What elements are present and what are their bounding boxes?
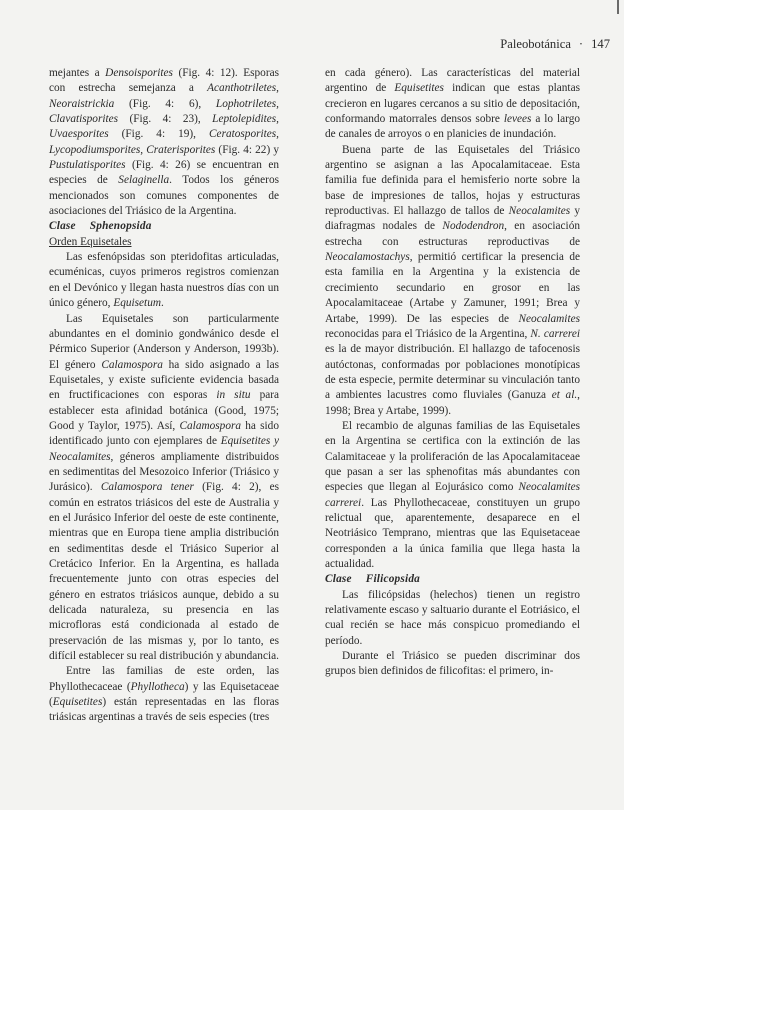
italic-taxon: Lophotriletes, Clavatisporites bbox=[49, 97, 279, 126]
italic-taxon: Neocalamostachys bbox=[325, 251, 410, 264]
text-run: en cada género). Las características del material argentino de bbox=[325, 67, 580, 95]
text-run: , 1998; Brea y Artabe, 1999). bbox=[325, 389, 580, 417]
text-run: a lo largo de canales de arroyos o en planicies de inundación. bbox=[325, 113, 580, 141]
italic-taxon: Calamospora tener bbox=[100, 481, 194, 494]
text-run: (Fig. 4: 6), bbox=[114, 97, 216, 110]
paragraph bbox=[325, 143, 580, 419]
italic-taxon: Equisetites y Neocalamites bbox=[49, 435, 279, 463]
italic-taxon: Leptolepidites, Uvaesporites bbox=[49, 113, 279, 141]
text-run: es la de mayor distribución. El hallazgo de tafocenosis autóctonas, conformadas por poblaciones monotípicas de esta especie, permite determinar su vinculación tanto a ambientes lacustres como fluviales (Ganuza bbox=[325, 343, 580, 402]
italic-taxon: Acanthotriletes, Neoraistrickia bbox=[49, 82, 279, 110]
text-run: Entre las familias de este orden, las Phyllothecaceae ( bbox=[49, 665, 279, 693]
text-run: para establecer esta afinidad botánica (Good, 1975; Good y Taylor, 1975). Así, bbox=[49, 389, 280, 432]
subheading-label: Orden bbox=[49, 235, 78, 248]
text-run: Las filicópsidas (helechos) tienen un registro relativamente escaso y saltuario durante el Eotriásico, el cual recién se hace más conspicuo promediando el período. bbox=[325, 588, 580, 647]
paragraph bbox=[49, 250, 279, 311]
section-heading-sphenopsida bbox=[49, 219, 279, 234]
header-separator: · bbox=[578, 37, 584, 51]
text-run: (Fig. 4: 26) se encuentran en especies de bbox=[49, 159, 279, 187]
italic-taxon: Neocalamites carrerei bbox=[325, 481, 580, 509]
italic-term: levees bbox=[503, 113, 532, 126]
italic-taxon: Densoisporites bbox=[105, 67, 173, 79]
italic-taxon: Equisetum bbox=[113, 297, 162, 310]
paragraph bbox=[49, 664, 279, 725]
heading-name: Filicopsida bbox=[365, 573, 421, 586]
text-run: . bbox=[161, 297, 164, 310]
text-run: ha sido identificado junto con ejemplares de bbox=[49, 419, 279, 448]
text-run: ha sido asignado a las Equisetales, y existe suficiente evidencia basada en fructificaciones con esporas bbox=[49, 358, 279, 402]
scan-edge-mark bbox=[617, 0, 619, 14]
italic-taxon: Equisetites bbox=[394, 82, 444, 95]
italic-taxon: Equisetites bbox=[52, 696, 103, 709]
italic-taxon: Calamospora bbox=[179, 419, 242, 432]
italic-taxon: N. carrerei bbox=[530, 327, 580, 340]
text-run: mejantes a bbox=[49, 67, 106, 79]
italic-taxon: Neocalamites bbox=[508, 205, 571, 218]
italic-term: et al. bbox=[551, 389, 578, 402]
italic-taxon: Phyllotheca bbox=[130, 680, 185, 693]
heading-label: Clase bbox=[325, 573, 352, 586]
italic-term: in situ bbox=[216, 389, 251, 402]
right-column bbox=[325, 66, 580, 680]
text-run: (Fig. 4: 22) y bbox=[215, 143, 279, 156]
text-run: Buena parte de las Equisetales del Triásico argentino se asignan a las Apocalamitaceae. Esta familia fue definida para el hemisferio norte sobre la base de impresiones de tallos, hojas y estructuras reproductivas. El hallazgo de tallos de bbox=[325, 143, 580, 218]
italic-taxon: Pustulatisporites bbox=[49, 159, 126, 172]
text-run: (Fig. 4: 23), bbox=[118, 113, 213, 126]
page-number: 147 bbox=[591, 37, 610, 51]
text-run: , en asociación estrecha con estructuras reproductivas de bbox=[325, 220, 580, 248]
subheading-name: Equisetales bbox=[80, 235, 132, 248]
text-run: Las Equisetales son particularmente abundantes en el dominio gondwánico desde el Pérmico Superior (Anderson y Anderson, 1993b). El género bbox=[49, 312, 279, 371]
running-title: Paleobotánica bbox=[500, 37, 571, 51]
text-run: . Las Phyllothecaceae, constituyen un grupo relictual que, aparentemente, desaparece en el Neotriásico Temprano, mientras que las Equisetaceae corresponden a la única familia que llega hasta la actualidad. bbox=[325, 496, 580, 570]
text-run: . Todos los géneros mencionados son comunes componentes de asociaciones del Triásico de la Argentina. bbox=[49, 174, 279, 218]
text-run: (Fig. 4: 12). Esporas con estrecha semejanza a bbox=[49, 67, 279, 95]
left-column bbox=[49, 66, 279, 726]
text-run: indican que estas plantas crecieron en lugares cercanos a su sitio de depositación, conformando matorrales densos sobre bbox=[325, 82, 580, 126]
text-run: reconocidas para el Triásico de la Argentina, bbox=[325, 327, 531, 340]
text-run: (Fig. 4: 2), es común en estratos triásicos del este de Australia y en el Jurásico Inferior del oeste de este continente, mientras que en Europa tiene amplia distribución en sedimentitas desde el Triásico Superior al Cretácico Inferior. En la Argentina, es hallada frecuentemente junto con otras especies del género en estratos triásicos aunque, debido a su delicada naturaleza, su presencia en las microfloras está condicionada al estado de preservación de las mismas y, por lo tanto, es difícil establecer su real distribución y abundancia. bbox=[49, 481, 279, 663]
paragraph bbox=[49, 66, 279, 219]
italic-taxon: Neocalamites bbox=[518, 312, 580, 325]
section-heading-filicopsida bbox=[325, 572, 580, 587]
heading-label: Clase bbox=[49, 220, 76, 233]
text-run: Durante el Triásico se pueden discriminar dos grupos bien definidos de filicofitas: el primero, in- bbox=[325, 650, 580, 678]
text-run: ) están representadas en las floras triásicas argentinas a través de seis especies (tres bbox=[49, 696, 279, 724]
text-run: Las esfenópsidas son pteridofitas articuladas, ecuménicas, cuyos primeros registros comienzan en el Devónico y llegan hasta nuestros días con un único género, bbox=[49, 251, 279, 310]
italic-taxon: Calamospora bbox=[101, 358, 163, 371]
italic-taxon: Nododendron bbox=[442, 220, 505, 233]
italic-taxon: Selaginella bbox=[118, 174, 170, 187]
text-run: , géneros ampliamente distribuidos en sedimentitas del Mesozoico Inferior (Triásico y Jurásico). bbox=[49, 450, 279, 494]
text-run: ) y las Equisetaceae ( bbox=[49, 680, 280, 709]
italic-taxon: Ceratosporites, Lycopodiumsporites, Craterisporites bbox=[49, 128, 279, 156]
subsection-heading-equisetales bbox=[49, 235, 279, 250]
paragraph bbox=[49, 312, 279, 665]
running-head bbox=[440, 37, 610, 52]
text-run: (Fig. 4: 19), bbox=[108, 128, 210, 141]
heading-name: Sphenopsida bbox=[89, 220, 152, 233]
text-run: El recambio de algunas familias de las Equisetales en la Argentina se certifica con la extinción de las Calamitaceae y la proliferación de las Apocalamitaceae que pasan a ser las sphenofitas más abundantes con especies que llegan al Eojurásico como bbox=[325, 419, 580, 494]
text-run: y diafragmas nodales de bbox=[325, 205, 580, 233]
paragraph bbox=[325, 588, 580, 649]
paragraph bbox=[325, 649, 580, 680]
paragraph bbox=[325, 66, 580, 143]
paragraph bbox=[325, 419, 580, 572]
text-run: , permitió certificar la presencia de esta familia en la Argentina y la existencia de crecimiento secundario en grosor en las Apocalamitaceae (Artabe y Zamuner, 1991; Brea y Artabe, 1999). De las especies de bbox=[325, 251, 580, 325]
